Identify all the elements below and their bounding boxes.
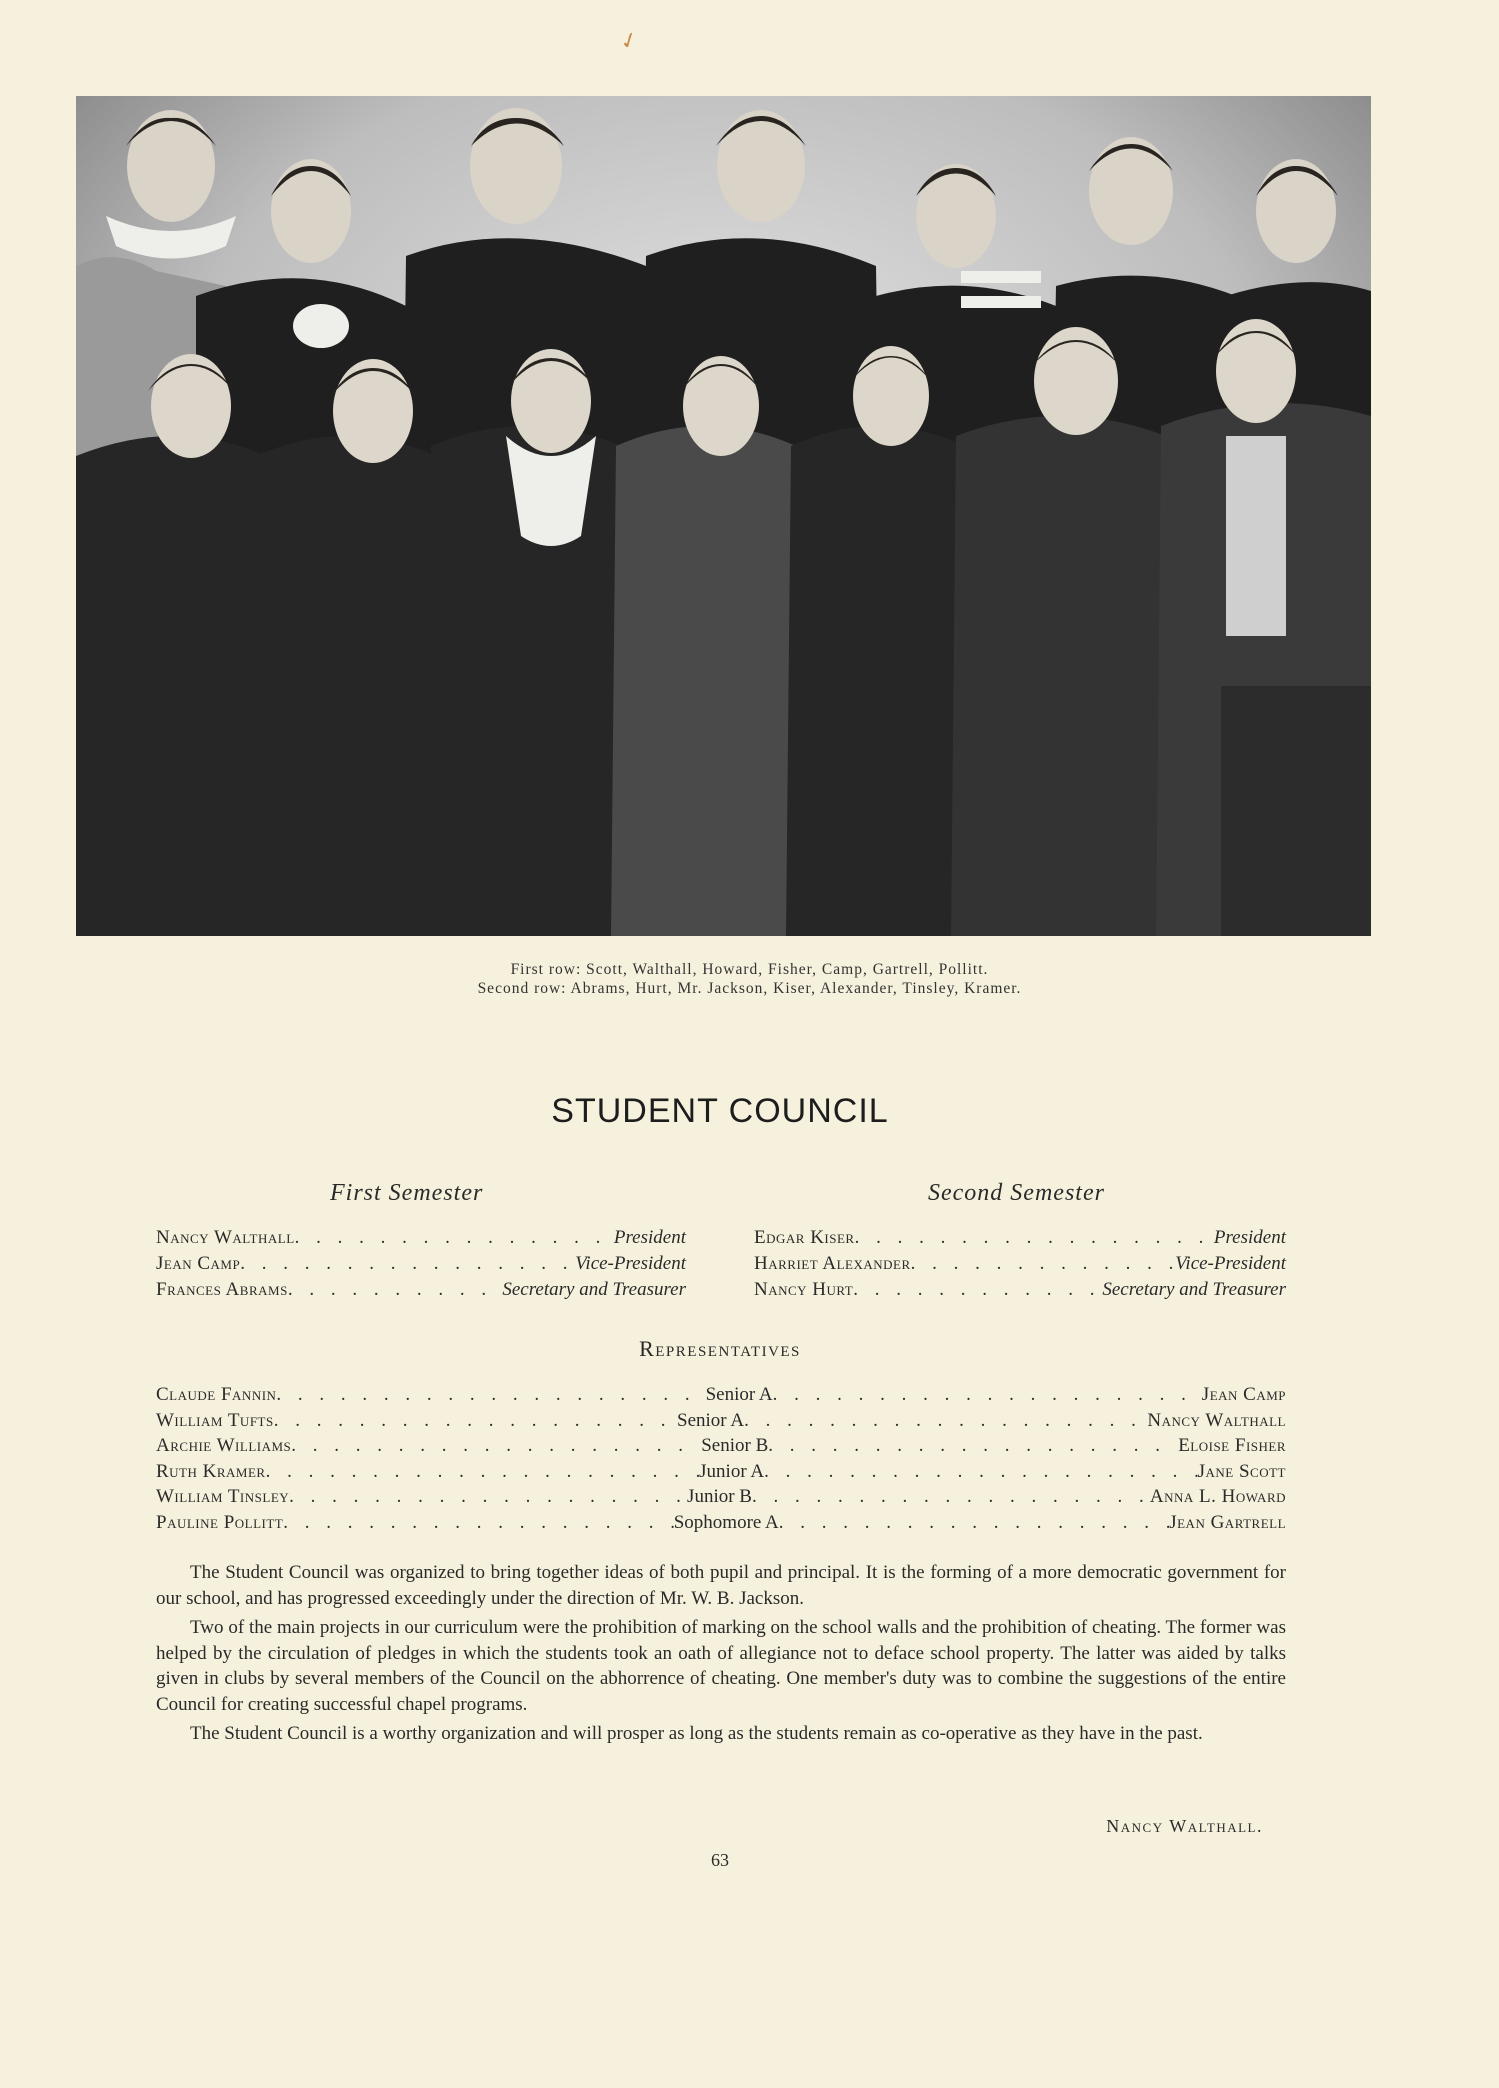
leader-dots — [779, 1510, 1169, 1536]
leader-dots — [768, 1433, 1178, 1459]
officer-row — [754, 1225, 1286, 1251]
leader-dots — [752, 1484, 1150, 1510]
officer-role: Secretary and Treasurer — [502, 1279, 686, 1300]
rep-right-name: Eloise Fisher — [1178, 1435, 1286, 1456]
rep-class: Senior B — [701, 1435, 769, 1456]
representatives-list — [156, 1382, 1286, 1535]
rep-right-name: Jean Gartrell — [1169, 1511, 1287, 1533]
officer-name: Jean Camp — [156, 1253, 241, 1274]
leader-dots — [283, 1510, 673, 1536]
representative-row — [156, 1510, 1286, 1536]
leader-dots — [744, 1408, 1147, 1434]
officer-name: Harriet Alexander — [754, 1253, 911, 1274]
officer-row — [754, 1251, 1286, 1277]
officer-row — [754, 1277, 1286, 1303]
leader-dots — [289, 1484, 687, 1510]
leader-dots — [764, 1459, 1198, 1485]
rep-left-name: William Tinsley — [156, 1486, 290, 1507]
leader-dots — [291, 1433, 701, 1459]
second-semester-heading: Second Semester — [928, 1180, 1105, 1206]
group-photo — [76, 96, 1371, 936]
representative-row — [156, 1433, 1286, 1459]
page-number: 63 — [711, 1850, 729, 1870]
leader-dots — [240, 1251, 575, 1277]
rep-class: Sophomore A — [673, 1511, 779, 1533]
page-title: STUDENT COUNCIL — [551, 1092, 889, 1130]
officer-role: President — [1213, 1227, 1286, 1248]
officer-name: Nancy Hurt — [754, 1279, 854, 1300]
representative-row — [156, 1408, 1286, 1434]
rep-class: Senior A — [677, 1409, 745, 1431]
paragraph: The Student Council is a worthy organization and will prosper as long as the students remain as co-operative as they have in the past. — [190, 1723, 1203, 1744]
rep-left-name: Ruth Kramer — [156, 1460, 266, 1482]
rep-left-name: Claude Fannin — [156, 1384, 277, 1405]
rep-right-name: Jane Scott — [1197, 1460, 1286, 1482]
rep-left-name: Pauline Pollitt — [156, 1511, 284, 1533]
caption-line-1: First row: Scott, Walthall, Howard, Fisher, Camp, Gartrell, Pollitt. — [510, 961, 989, 978]
officer-role: President — [613, 1227, 686, 1248]
officer-row — [156, 1251, 686, 1277]
representative-row — [156, 1382, 1286, 1408]
officer-role: Vice-President — [575, 1253, 686, 1274]
first-semester-officers — [156, 1225, 686, 1303]
officer-name: Frances Abrams — [156, 1279, 288, 1300]
representatives-heading: Representatives — [639, 1336, 801, 1361]
officer-row — [156, 1225, 686, 1251]
rep-class: Junior A — [699, 1460, 765, 1482]
paragraph: Two of the main projects in our curriculum were the prohibition of marking on the school walls and the prohibition of cheating. The former was helped by the circulation of pledges in which the students took an oath of allegiance not to deface school property. The latter was aided by talks given in clubs by several members of the Council on the abhorrence of cheating. One member's duty was to combine the suggestions of the entire Council for creating successful chapel programs. — [156, 1617, 1286, 1715]
representative-row — [156, 1459, 1286, 1485]
first-semester-heading: First Semester — [330, 1180, 484, 1206]
leader-dots — [855, 1225, 1214, 1251]
pencil-mark: ✓ — [616, 25, 642, 56]
officer-role: Secretary and Treasurer — [1102, 1279, 1286, 1300]
rep-left-name: William Tufts — [156, 1409, 274, 1431]
paragraph: The Student Council was organized to bring together ideas of both pupil and principal. It is the forming of a more democratic government for our school, and has progressed exceedingly under the direction of Mr. W. B. Jackson. — [156, 1562, 1286, 1609]
leader-dots — [853, 1277, 1102, 1303]
article-body — [156, 1560, 1286, 1751]
leader-dots — [266, 1459, 700, 1485]
officer-name: Nancy Walthall — [156, 1227, 295, 1248]
second-semester-officers — [754, 1225, 1286, 1303]
rep-right-name: Anna L. Howard — [1149, 1486, 1287, 1507]
photo-caption — [0, 960, 1499, 998]
leader-dots — [288, 1277, 503, 1303]
representative-row — [156, 1484, 1286, 1510]
leader-dots — [276, 1382, 705, 1408]
officer-row — [156, 1277, 686, 1303]
leader-dots — [274, 1408, 677, 1434]
caption-line-2: Second row: Abrams, Hurt, Mr. Jackson, Kiser, Alexander, Tinsley, Kramer. — [477, 980, 1022, 997]
author-signature: Nancy Walthall. — [1106, 1816, 1263, 1836]
leader-dots — [773, 1382, 1202, 1408]
rep-right-name: Jean Camp — [1201, 1384, 1287, 1405]
leader-dots — [295, 1225, 614, 1251]
rep-class: Junior B — [687, 1486, 752, 1507]
leader-dots — [911, 1251, 1176, 1277]
rep-left-name: Archie Williams — [156, 1435, 292, 1456]
rep-right-name: Nancy Walthall — [1147, 1409, 1286, 1431]
rep-class: Senior A — [705, 1384, 773, 1405]
officer-name: Edgar Kiser — [754, 1227, 855, 1248]
officer-role: Vice-President — [1175, 1253, 1286, 1274]
